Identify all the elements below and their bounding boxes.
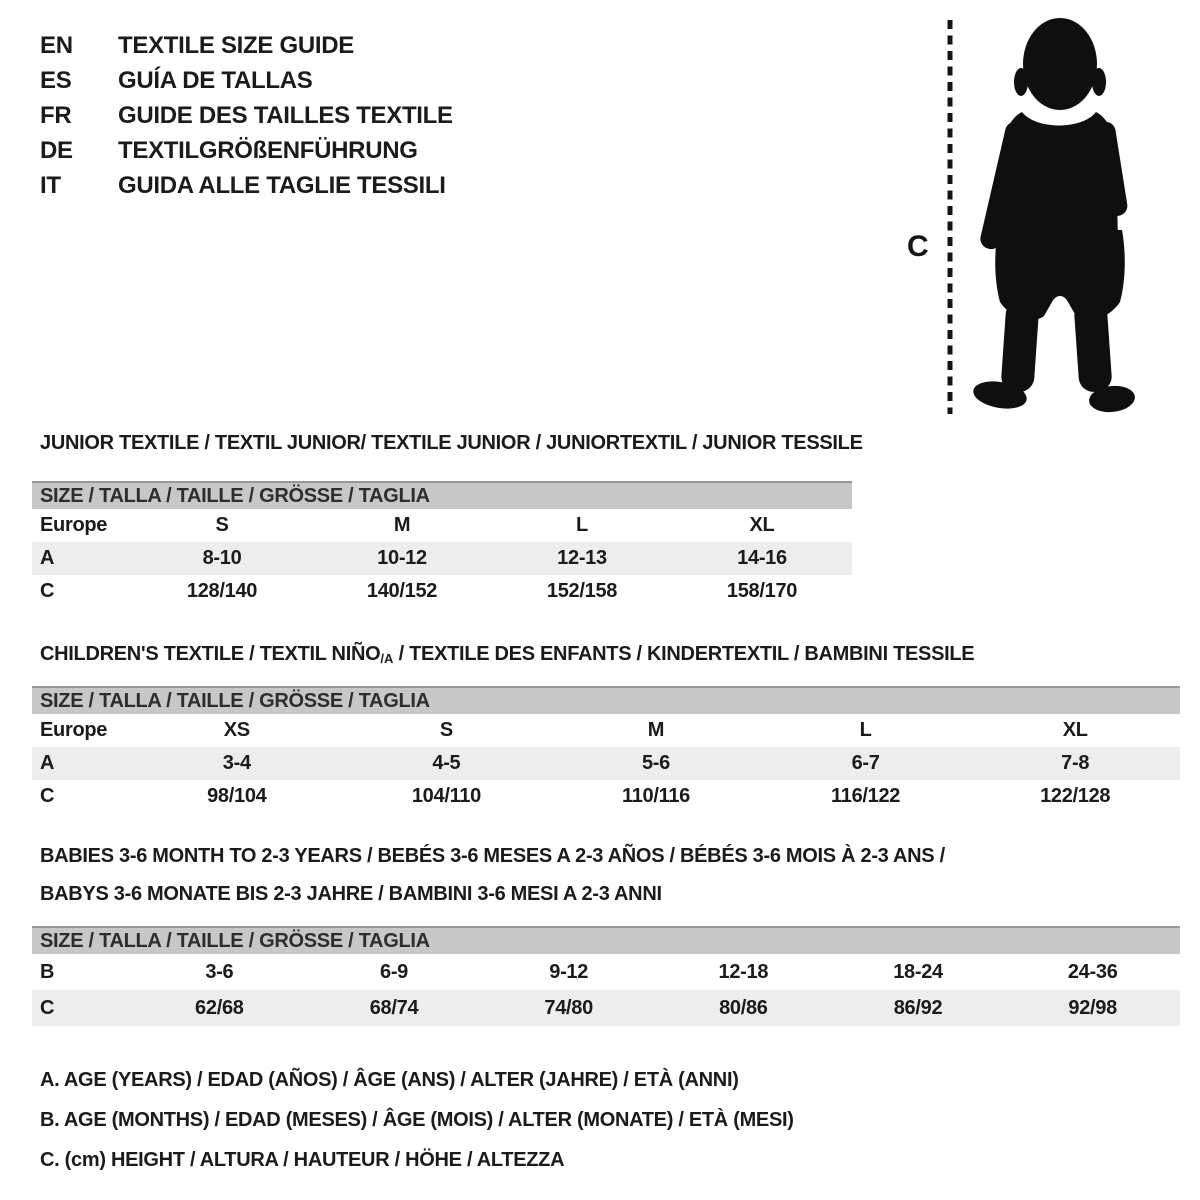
age-cell: 4-5 bbox=[432, 752, 461, 774]
age-cell: 6-9 bbox=[380, 960, 409, 983]
language-label: GUÍA DE TALLAS bbox=[118, 66, 313, 94]
height-cell: 80/86 bbox=[719, 996, 768, 1019]
babies-section-title-line2: BABYS 3-6 MONATE BIS 2-3 JAHRE / BAMBINI 3-6 MESI A 2-3 ANNI bbox=[40, 883, 662, 905]
age-cell: 9-12 bbox=[549, 960, 589, 983]
age-cell: 18-24 bbox=[893, 960, 943, 983]
height-cell: 122/128 bbox=[1040, 785, 1111, 807]
legend-age-years: A. AGE (YEARS) / EDAD (AÑOS) / ÂGE (ANS) / ALTER (JAHRE) / ETÀ (ANNI) bbox=[40, 1069, 739, 1091]
junior-size-table bbox=[32, 481, 852, 608]
language-label: GUIDE DES TAILLES TEXTILE bbox=[118, 101, 453, 129]
language-list bbox=[40, 28, 453, 203]
language-row-de bbox=[40, 133, 453, 168]
table-row-height-cm bbox=[32, 780, 1180, 813]
language-row-fr bbox=[40, 98, 453, 133]
age-cell: 14-16 bbox=[737, 547, 787, 569]
row-label: Europe bbox=[40, 719, 108, 741]
size-cell: S bbox=[439, 719, 453, 741]
height-cell: 152/158 bbox=[546, 580, 618, 602]
size-cell: XL bbox=[749, 514, 775, 536]
table-row-europe bbox=[32, 714, 1180, 747]
height-cell: 104/110 bbox=[411, 785, 481, 807]
language-label: GUIDA ALLE TAGLIE TESSILI bbox=[118, 171, 446, 199]
legend-age-months: B. AGE (MONTHS) / EDAD (MESES) / ÂGE (MOIS) / ALTER (MONATE) / ETÀ (MESI) bbox=[40, 1109, 794, 1131]
language-code: DE bbox=[40, 136, 73, 164]
children-section-title bbox=[40, 643, 974, 666]
table-row-age-years bbox=[32, 747, 1180, 780]
age-cell: 12-18 bbox=[718, 960, 769, 983]
toddler-silhouette-icon bbox=[971, 18, 1136, 414]
language-code: ES bbox=[40, 66, 72, 94]
children-size-table bbox=[32, 686, 1180, 813]
language-label: TEXTILE SIZE GUIDE bbox=[118, 31, 354, 59]
row-label: C bbox=[40, 996, 55, 1019]
height-cell: 86/92 bbox=[893, 996, 943, 1019]
babies-size-table bbox=[32, 926, 1180, 1026]
table-row-height-cm bbox=[32, 575, 852, 608]
row-label: Europe bbox=[40, 514, 108, 536]
language-code: FR bbox=[40, 101, 72, 129]
age-cell: 3-6 bbox=[205, 960, 234, 983]
language-code: IT bbox=[40, 171, 61, 199]
height-cell: 158/170 bbox=[726, 580, 798, 602]
language-code: EN bbox=[40, 31, 73, 59]
language-row-en bbox=[40, 28, 453, 63]
age-cell: 10-12 bbox=[377, 547, 427, 569]
size-cell: XL bbox=[1062, 719, 1088, 741]
language-label: TEXTILGRÖßENFÜHRUNG bbox=[118, 136, 418, 164]
size-cell: L bbox=[859, 719, 872, 741]
height-cell: 74/80 bbox=[544, 996, 593, 1019]
junior-section-title: JUNIOR TEXTILE / TEXTIL JUNIOR/ TEXTILE JUNIOR / JUNIORTEXTIL / JUNIOR TESSILE bbox=[40, 432, 863, 454]
children-title-rest: / TEXTILE DES ENFANTS / KINDERTEXTIL / BAMBINI TESSILE bbox=[393, 643, 975, 665]
height-cell: 116/122 bbox=[831, 785, 901, 807]
age-cell: 6-7 bbox=[851, 752, 880, 774]
height-cell: 140/152 bbox=[366, 580, 438, 602]
height-measure-label: C bbox=[907, 230, 929, 263]
child-height-figure bbox=[905, 12, 1150, 420]
children-title-main: CHILDREN'S TEXTILE / TEXTIL NIÑO bbox=[40, 643, 381, 665]
language-row-it bbox=[40, 168, 453, 203]
height-cell: 128/140 bbox=[186, 580, 258, 602]
age-cell: 8-10 bbox=[202, 547, 242, 569]
height-cell: 68/74 bbox=[369, 996, 419, 1019]
row-label: C bbox=[40, 580, 55, 602]
babies-section-title-line1: BABIES 3-6 MONTH TO 2-3 YEARS / BEBÉS 3-6 MESES A 2-3 AÑOS / BÉBÉS 3-6 MOIS À 2-3 ANS / bbox=[40, 845, 945, 867]
legend-height-cm: C. (cm) HEIGHT / ALTURA / HAUTEUR / HÖHE / ALTEZZA bbox=[40, 1149, 565, 1171]
row-label: A bbox=[40, 752, 55, 774]
age-cell: 3-4 bbox=[222, 752, 251, 774]
size-table-header: SIZE / TALLA / TAILLE / GRÖSSE / TAGLIA bbox=[32, 926, 1180, 954]
size-cell: M bbox=[647, 719, 665, 741]
height-cell: 92/98 bbox=[1068, 996, 1117, 1019]
size-cell: XS bbox=[223, 719, 250, 741]
height-cell: 98/104 bbox=[207, 785, 267, 807]
row-label: B bbox=[40, 960, 55, 983]
age-cell: 24-36 bbox=[1067, 960, 1118, 983]
age-cell: 12-13 bbox=[557, 547, 607, 569]
height-cell: 62/68 bbox=[195, 996, 244, 1019]
size-table-header: SIZE / TALLA / TAILLE / GRÖSSE / TAGLIA bbox=[32, 481, 852, 509]
height-cell: 110/116 bbox=[621, 785, 690, 807]
table-row-age-years bbox=[32, 542, 852, 575]
size-cell: L bbox=[576, 514, 588, 536]
row-label: A bbox=[40, 547, 55, 569]
language-row-es bbox=[40, 63, 453, 98]
size-cell: S bbox=[215, 514, 229, 536]
table-row-europe bbox=[32, 509, 852, 542]
size-table-header: SIZE / TALLA / TAILLE / GRÖSSE / TAGLIA bbox=[32, 686, 1180, 714]
age-cell: 7-8 bbox=[1061, 752, 1090, 774]
age-cell: 5-6 bbox=[641, 752, 670, 774]
size-cell: M bbox=[393, 514, 411, 536]
children-title-subscript: /A bbox=[380, 651, 394, 666]
row-label: C bbox=[40, 785, 55, 807]
table-row-height-cm bbox=[32, 990, 1180, 1026]
table-row-age-months bbox=[32, 954, 1180, 990]
